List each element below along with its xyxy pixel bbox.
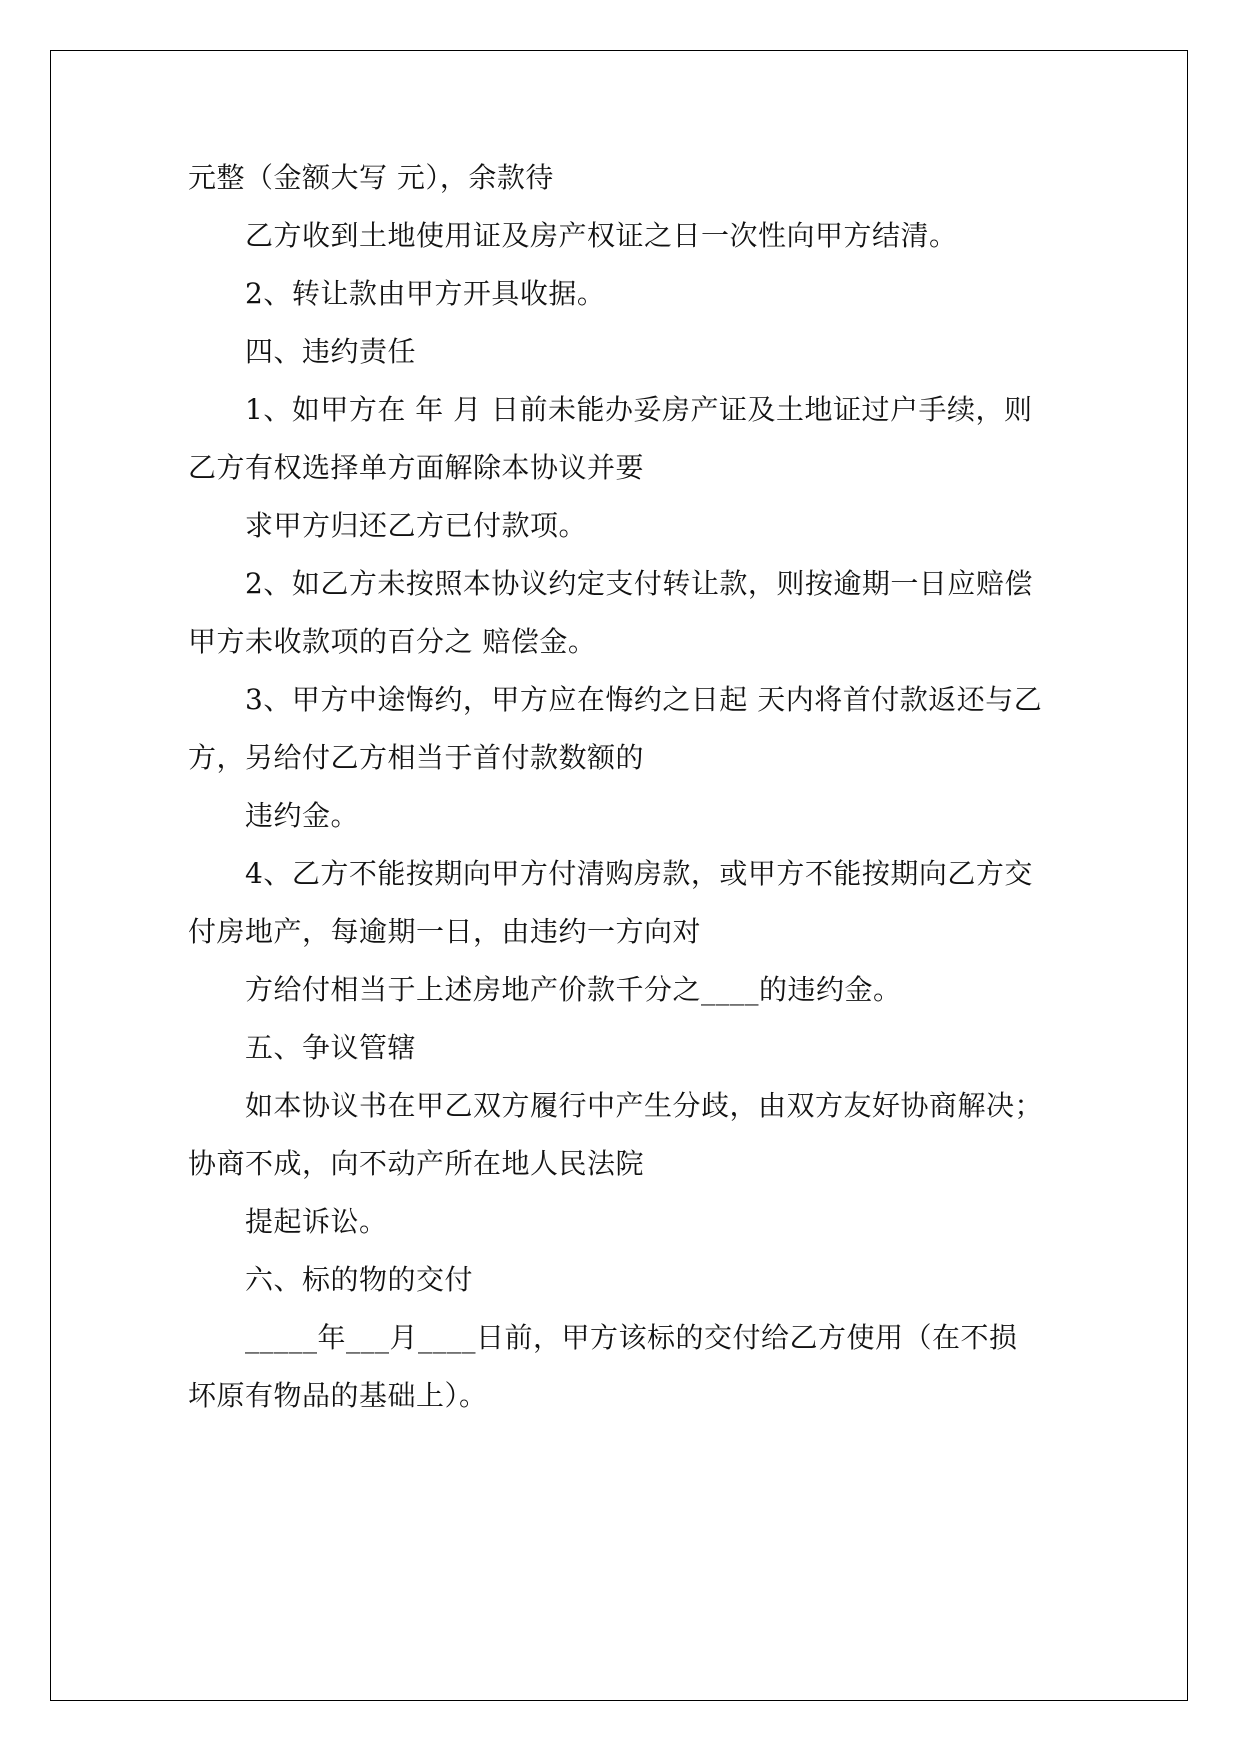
paragraph-line: 1、如甲方在 年 月 日前未能办妥房产证及土地证过户手续，则	[245, 393, 1033, 426]
paragraph-line: 如本协议书在甲乙双方履行中产生分歧，由双方友好协商解决；	[245, 1089, 1044, 1122]
paragraph-line: 方给付相当于上述房地产价款千分之____的违约金。	[245, 973, 902, 1006]
paragraph-line: 提起诉讼。	[245, 1205, 388, 1238]
paragraph-line: 乙方收到土地使用证及房产权证之日一次性向甲方结清。	[245, 219, 958, 252]
paragraph-line: 元整（金额大写 元），余款待	[188, 161, 554, 194]
paragraph-line: 2、如乙方未按照本协议约定支付转让款，则按逾期一日应赔偿	[245, 567, 1033, 600]
paragraph-line: 乙方有权选择单方面解除本协议并要	[188, 451, 645, 484]
paragraph-line: _____年___月____日前，甲方该标的交付给乙方使用（在不损	[245, 1321, 1018, 1354]
paragraph-line: 坏原有物品的基础上）。	[188, 1379, 488, 1412]
paragraph-line: 付房地产，每逾期一日，由违约一方向对	[188, 915, 702, 948]
paragraph-line: 协商不成，向不动产所在地人民法院	[188, 1147, 645, 1180]
paragraph-line: 违约金。	[245, 799, 360, 832]
section-heading: 四、违约责任	[245, 335, 417, 368]
paragraph-line: 3、甲方中途悔约，甲方应在悔约之日起 天内将首付款返还与乙	[245, 683, 1043, 716]
section-heading: 六、标的物的交付	[245, 1263, 474, 1296]
paragraph-line: 方，另给付乙方相当于首付款数额的	[188, 741, 645, 774]
paragraph-line: 甲方未收款项的百分之 赔偿金。	[188, 625, 597, 658]
paragraph-line: 2、转让款由甲方开具收据。	[245, 277, 606, 310]
paragraph-line: 求甲方归还乙方已付款项。	[245, 509, 588, 542]
paragraph-line: 4、乙方不能按期向甲方付清购房款，或甲方不能按期向乙方交	[245, 857, 1033, 890]
section-heading: 五、争议管辖	[245, 1031, 417, 1064]
